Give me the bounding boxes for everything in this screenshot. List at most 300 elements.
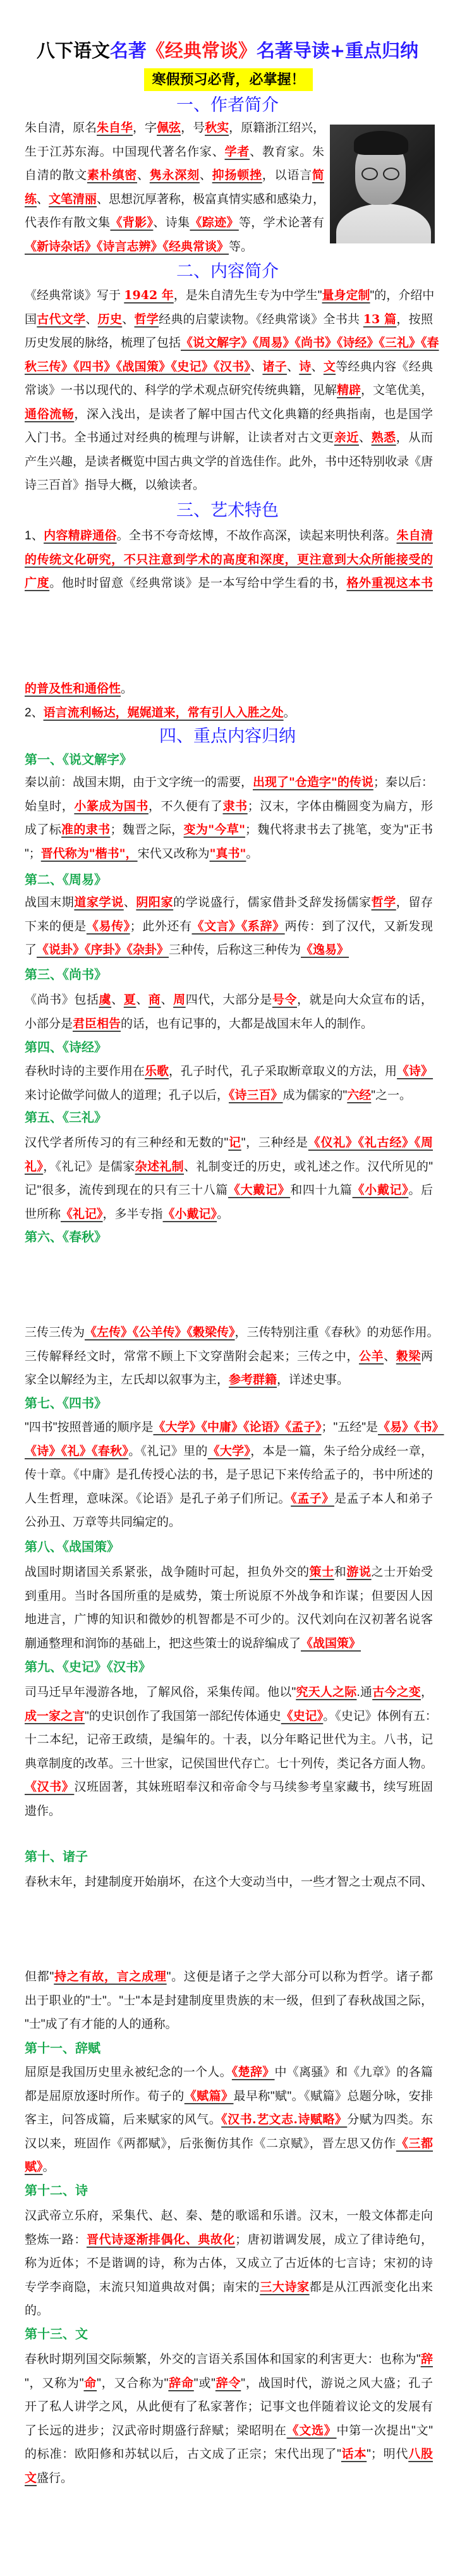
body-text: 了 [25, 943, 37, 957]
photo-glasses-left [361, 168, 378, 180]
key-point: 持之有故，言之成理 [54, 1970, 167, 1984]
text-line [25, 164, 324, 188]
body-text: 记"很多，流传到现在的只有三十八篇 [25, 1184, 228, 1198]
body-text: ，就是向大众宣布的话， [297, 993, 433, 1007]
key-point: 简 [312, 168, 324, 183]
body-text: 整炼一路： [25, 2233, 87, 2247]
text-line [25, 1705, 437, 1729]
highlight-banner: 寒假预习必背，必掌握！ [144, 68, 313, 91]
key-point: 虞 [99, 993, 112, 1007]
key-point: 隶书 [222, 799, 248, 813]
key-point: 《小戴记》 [162, 1206, 217, 1221]
key-point: 小篆成为国书 [74, 799, 149, 813]
key-point: 《仪礼》《礼古经》《周 [308, 1136, 433, 1150]
page-title [0, 38, 455, 63]
body-text: 盛行。 [37, 2471, 73, 2485]
body-text: ， [420, 1686, 433, 1700]
key-point: 《孟子》 [291, 1491, 334, 1506]
body-text: 。全书不夸奇炫博，不故作高深，读起来明快利落。 [116, 529, 397, 543]
key-point: 君臣相告 [73, 1016, 121, 1031]
body-text: 、 [136, 993, 149, 1007]
text-line [25, 771, 433, 795]
photo-shirt [336, 204, 431, 243]
text-line [25, 1203, 433, 1227]
paragraph [25, 1965, 433, 2037]
text-line [25, 677, 433, 701]
body-text: 宋代又改称为 [137, 847, 210, 861]
subsection-heading: 第一、《说文解字》 [25, 752, 132, 768]
key-point: 商 [148, 993, 161, 1007]
body-text: 公孙丑、万章等共同编定的。 [25, 1516, 181, 1530]
paragraph [25, 1321, 439, 1392]
text-line [25, 1608, 433, 1632]
key-point: 秋三传》《四书》《战国策》《史记》《汉书》 [25, 359, 251, 374]
key-point: 文 [25, 2470, 37, 2485]
text-line [25, 116, 324, 140]
text-line [25, 2252, 433, 2276]
key-point: 辞命 [168, 2376, 194, 2390]
body-text: 称为近体；不是谐调的诗，称为古体，又成立了古近体的七言诗；宋初的诗 [25, 2257, 433, 2271]
text-line [25, 1776, 433, 1800]
text-line [25, 2299, 433, 2323]
subsection-heading: 第十二、诗 [25, 2183, 88, 2199]
key-point: 《汉书》 [25, 1780, 75, 1794]
body-text: 、思想沉厚著称，极富真情实感和感染力， [97, 192, 325, 206]
key-point: 内容精辟通俗 [44, 529, 117, 543]
key-point: 《汉书.艺文志.诗赋略》 [221, 2113, 348, 2127]
body-text: ；汉末，字体由椭圆变为扁方，形 [247, 799, 433, 813]
text-line [25, 1632, 433, 1656]
key-point: 公羊 [358, 1349, 384, 1363]
paragraph [25, 2061, 433, 2180]
body-text: 都是从江西派变化出来 [309, 2280, 433, 2294]
key-point: 游说 [346, 1565, 372, 1579]
text-line [25, 331, 439, 355]
text-line [25, 308, 433, 332]
text-line [25, 1463, 433, 1487]
key-point: 《易》《书》 [378, 1420, 444, 1435]
text-line [25, 915, 433, 939]
body-text: 、诗集 [153, 216, 190, 230]
body-text: 、 [384, 1349, 396, 1363]
section-heading: 一、作者简介 [176, 95, 279, 115]
body-text: ，深入浅出，是读者了解中国古代文化典籍的经典指南，也是国学 [74, 407, 433, 421]
body-text: 入门书。全书通过对经典的梳理与讲解，让读者对古文更 [25, 431, 334, 445]
key-point: 杂述礼制 [135, 1159, 185, 1174]
body-text: ，本是一篇，朱子给分成经一章， [250, 1444, 433, 1458]
key-point: 《楚辞》 [231, 2065, 275, 2080]
key-point: 练 [25, 192, 37, 206]
text-line [25, 1585, 433, 1609]
text-line [25, 450, 433, 474]
subsection-heading: 第二、《周易》 [25, 872, 107, 888]
body-text: 的学说盛行，儒家借卦爻辞发扬儒家 [173, 896, 372, 910]
key-point: 八股 [408, 2447, 433, 2462]
text-line [25, 1155, 433, 1179]
paragraph [25, 891, 433, 962]
body-text: 等，学术论著有 [238, 216, 324, 230]
body-text: 成了标 [25, 823, 62, 837]
key-point: 《说文解字》《周易》《尚书》《诗经》《三礼》《春 [181, 336, 439, 350]
body-text: 小部分是 [25, 1017, 73, 1031]
text-line [25, 1487, 433, 1511]
body-text: 战国时期诸国关系紧张，战争随时可起，担负外交的 [25, 1566, 310, 1579]
key-point: 亲近 [334, 431, 359, 445]
key-point: 《赋篇》 [184, 2088, 234, 2103]
text-line [25, 188, 324, 212]
body-text: "，战国时代，游说之风大盛；孔子 [241, 2376, 433, 2390]
key-point: 的传统文化研究，不只注意到学术的高度和深度，更注意到大众所能接受的 [25, 552, 433, 567]
key-point: 诗 [299, 359, 312, 374]
text-line [25, 211, 324, 235]
text-line [25, 1131, 433, 1155]
subsection-heading: 第十三、文 [25, 2326, 88, 2342]
subsection-heading: 第八、《战国策》 [25, 1539, 119, 1555]
body-text: 两传：到了汉代，又新发现 [284, 919, 433, 933]
body-text: 代表作有散文集 [25, 216, 111, 230]
text-line [25, 355, 433, 379]
body-text: ，不久便有了 [148, 799, 223, 813]
body-text: 四代，大部分是 [185, 993, 272, 1007]
key-point: 通俗流畅 [25, 407, 75, 421]
key-point: 辞 [420, 2352, 433, 2367]
body-text: "四书"按照普通的顺序是 [25, 1421, 154, 1435]
key-point: 阴阳家 [136, 895, 174, 910]
body-text: 《经典常谈》写于 [25, 289, 124, 303]
body-text: 传十章。《中庸》是孔传授心法的书，是子思记下来传给孟子的，书中所述的 [25, 1468, 433, 1482]
body-text: 最早称"赋"。《赋篇》总题分咏，安排 [233, 2089, 433, 2103]
paragraph [25, 988, 433, 1036]
paragraph [25, 1681, 437, 1823]
text-line [25, 1752, 433, 1776]
key-point: 三大诗家 [260, 2279, 310, 2294]
key-point: 的普及性和通俗性 [25, 682, 121, 696]
text-line [25, 2108, 433, 2132]
body-text: 成为儒家的" [282, 1088, 348, 1102]
key-point: 语言流利畅达，娓娓道来，常有引人入胜之处 [43, 706, 284, 720]
subsection-heading: 第九、《史记》《汉书》 [25, 1659, 151, 1675]
paragraph [25, 1131, 433, 1226]
body-text: "士"成了有才能的人的通称。 [25, 2018, 178, 2032]
key-point: 辞令 [215, 2376, 241, 2390]
subsection-heading: 第七、《四书》 [25, 1395, 107, 1411]
body-text: ；秦以后： [373, 776, 434, 790]
key-point: 《大学》 [207, 1444, 251, 1458]
body-text: 、 [37, 192, 49, 206]
key-point: 素朴缜密 [87, 168, 137, 183]
body-text: 。《礼记》里的 [128, 1444, 208, 1458]
key-point: 学者 [224, 144, 250, 159]
body-text: 地进言，广博的知识和微妙的机智都是不可少的。汉代刘向在汉初著名说客 [25, 1613, 433, 1627]
text-line [25, 891, 433, 915]
body-text: ，原籍浙江绍兴， [229, 121, 325, 135]
text-line [25, 988, 433, 1012]
photo-hair [354, 131, 408, 155]
body-text: 经典的启蒙读物。《经典常谈》全书共 [159, 312, 363, 326]
subsection-heading: 第五、《三礼》 [25, 1110, 107, 1125]
section-heading: 三、艺术特色 [176, 501, 279, 520]
key-point: 六经 [347, 1088, 372, 1102]
key-point: 成一家之言 [25, 1708, 85, 1723]
text-line [25, 1681, 433, 1705]
body-text: 、 [122, 312, 135, 326]
key-point: 《说卦》《序卦》《杂卦》 [37, 943, 169, 957]
body-text: ，以语言 [262, 169, 312, 183]
text-line [25, 1561, 433, 1585]
paragraph [25, 1561, 433, 1655]
body-text: ，按照 [396, 312, 433, 326]
body-text: ，《礼记》是儒家 [43, 1160, 135, 1174]
text-line [25, 2443, 433, 2467]
key-point: 《诗三百》 [229, 1088, 283, 1102]
text-line [25, 1368, 433, 1392]
body-text: 的标准：欧阳修和苏轼以后，古文成了正宗；宋代出现了" [25, 2448, 341, 2462]
body-text: 到重用。当时各国所重的是威势，策士所说原不外战争和诈谋；但要因人因 [25, 1589, 433, 1603]
paragraph [25, 116, 324, 259]
subsection-heading: 第十、诸子 [25, 1849, 88, 1865]
text-line [25, 2132, 433, 2156]
subsection-heading: 第三、《尚书》 [25, 967, 107, 983]
body-text: 屈原是我国历史里永被纪念的一个人。 [25, 2066, 232, 2080]
body-text: 三种传，后称这三种传为 [169, 943, 301, 957]
key-point: 夏 [123, 993, 136, 1007]
body-text: 都是屈原放逐时所作。荀子的 [25, 2089, 185, 2103]
body-text: 产生兴趣，是读者概览中国古典文学的首选佳作。此外，书中还特别收录《唐 [25, 455, 434, 469]
body-text: 。 [217, 1207, 229, 1221]
title-grade: 八下语文 [36, 40, 110, 61]
body-text: 常谈》一书以现代的、科学的学术观点研究传统典籍，见解 [25, 384, 337, 398]
key-point: 《小戴记》 [352, 1183, 409, 1198]
text-line [25, 572, 433, 596]
body-text: 汉以来，班固作《两都赋》，后张衡仿其作《二京赋》，晋左思又仿作 [25, 2137, 396, 2150]
key-point: 《三都 [396, 2136, 433, 2150]
body-text: 国 [25, 312, 37, 326]
body-text: "之一。 [371, 1088, 412, 1102]
body-text: 典章制度的改革。三十世家，记侯国世代存亡。七十列传，类记各方面人物。 [25, 1757, 434, 1770]
body-text: 是孟子本人和弟子 [334, 1492, 433, 1506]
key-point: 《大学》《中庸》《论语》《孟子》 [153, 1420, 322, 1435]
body-text: 。 [121, 682, 133, 696]
body-text: 2、 [25, 706, 44, 720]
key-point: 《逸易》 [301, 943, 349, 957]
body-text: 。 [42, 2161, 55, 2174]
text-line [25, 1416, 444, 1440]
body-text: ，详述史事。 [277, 1373, 349, 1387]
paragraph [25, 284, 439, 498]
key-point: 隽永深刻 [149, 168, 200, 183]
body-text: ，是朱自清先生专为中学生" [173, 289, 322, 303]
body-text: 遗作。 [25, 1804, 61, 1818]
body-text: "或" [193, 2376, 215, 2390]
body-text: 秦以前：战国末期，由于文字统一的需要， [25, 776, 253, 790]
title-classic-label: 名著 [109, 40, 147, 61]
key-point: 记 [228, 1136, 241, 1150]
text-line [25, 2348, 433, 2372]
body-text: 汉武帝立乐府，采集代、赵、秦、楚的歌谣和乐谱。汉末，一般文体都走向 [25, 2209, 433, 2223]
key-point: 《礼记》 [61, 1206, 103, 1221]
title-book-name: 《经典常谈》 [146, 40, 257, 61]
body-text: ；唐初谐调发展，成立了律诗绝句， [235, 2233, 433, 2247]
body-text: 分赋为四类。东 [347, 2113, 433, 2127]
paragraph [25, 701, 433, 725]
body-text: "，三种经是 [241, 1136, 308, 1150]
body-text: 客主，问答成篇，后来赋家的风气。 [25, 2113, 222, 2127]
text-line [25, 2013, 433, 2037]
body-text: ，孔子时代，孔子采取断章取义的方法，用 [169, 1065, 397, 1079]
body-text: 《尚书》包括 [25, 993, 99, 1007]
body-text: 生于江苏东海。中国现代著名作家、 [25, 145, 225, 159]
body-text: 春秋时诗的主要作用在 [25, 1065, 145, 1079]
key-point: 赋》 [25, 2160, 43, 2174]
title-subtitle: 名著导读+重点归纳 [256, 40, 419, 61]
body-text: 始皇时， [25, 799, 75, 813]
text-line [25, 1060, 433, 1084]
body-text: 1、 [25, 529, 44, 543]
body-text: 、 [199, 169, 212, 183]
body-text: 之士开始受 [371, 1566, 433, 1579]
key-point: 《踪迹》 [190, 216, 239, 230]
body-text: 世所称 [25, 1207, 61, 1221]
body-text: 自清的散文 [25, 169, 87, 183]
body-text: 朱自清，原名 [25, 121, 97, 135]
key-point: 准的隶书 [61, 823, 111, 837]
paragraph [25, 1870, 433, 1894]
body-text: 历史发展的脉络，梳理了包括 [25, 336, 181, 350]
text-line [25, 2085, 433, 2109]
body-text: "，又称为" [25, 2376, 84, 2390]
text-line [25, 1179, 433, 1203]
body-text: "；明代 [367, 2448, 409, 2462]
body-text: 。 [283, 706, 296, 720]
body-text: 下来的便是 [25, 919, 87, 933]
body-text: 、 [123, 896, 136, 910]
body-text: "； [25, 847, 41, 861]
photo-glasses-right [383, 168, 399, 180]
key-point: 《背影》 [110, 216, 154, 230]
text-line [25, 548, 433, 572]
key-point: 《诗》 [397, 1064, 434, 1079]
key-point: 《诗》《礼》《春秋》 [25, 1444, 129, 1458]
key-point: 变为"今草" [183, 823, 246, 837]
key-point: 哲学 [371, 895, 396, 910]
key-point: 参考群籍 [229, 1373, 277, 1387]
text-line [25, 1989, 433, 2013]
body-text: ，号 [181, 121, 205, 135]
text-line [25, 2204, 433, 2228]
key-point: 《文言》《系辞》 [191, 919, 285, 933]
text-line [25, 2467, 433, 2491]
key-point: 晋代诗逐渐排偶化、典故化 [86, 2232, 236, 2247]
body-text: 。后 [408, 1184, 433, 1198]
text-line [25, 1321, 439, 1345]
key-point: 策士 [309, 1565, 334, 1579]
body-text: 。他时时留意《经典常谈》是一本写给中学生看的书， [49, 577, 347, 591]
key-point: 文 [323, 359, 336, 374]
key-point: 广度 [25, 576, 50, 591]
key-point: 文笔清丽 [49, 192, 97, 206]
key-point: 《大戴记》 [228, 1183, 291, 1198]
text-line [25, 2372, 433, 2396]
key-point: 1942 年 [124, 288, 174, 303]
body-text: 、 [250, 360, 263, 374]
body-text: 中《离骚》和《九章》的各篇 [274, 2066, 433, 2080]
text-line [25, 2395, 433, 2419]
key-point: 号令 [272, 993, 297, 1007]
key-point: 礼》 [25, 1159, 44, 1174]
body-text: .通 [356, 1686, 373, 1700]
body-text: "。这便是诸子之学大部分可以称为哲学。诸子都 [166, 1970, 433, 1984]
body-text: 等经典内容《经典 [336, 360, 433, 374]
body-text: 中第一次提出"文" [336, 2424, 433, 2438]
author-photo [330, 125, 435, 243]
paragraph [25, 771, 433, 866]
body-text: 汉班固著，其妹班昭奉汉和帝命令与马续参考皇家藏书，续写班固 [74, 1781, 433, 1794]
key-point: 《易传》 [86, 919, 130, 933]
body-text: 出于职业的"士"。"士"本是封建制度里贵族的末一级，但到了春秋战国之际， [25, 1994, 433, 2008]
body-text: 专学李商隐，末流只知道典故对偶；南宋的 [25, 2280, 260, 2294]
text-line [25, 403, 433, 427]
text-line [25, 235, 324, 259]
body-text: ，文笔优美， [361, 384, 434, 398]
body-text: "的史识创作了我国第一部纪传体通史 [85, 1709, 281, 1723]
body-text: 、 [85, 312, 98, 326]
paragraph [25, 2348, 433, 2490]
body-text: 家全以解经为主，左氏却以叙事为主， [25, 1373, 229, 1387]
text-line [25, 795, 433, 819]
text-line [25, 2156, 433, 2180]
text-line [25, 1440, 433, 1464]
key-point: 朱自清 [396, 529, 433, 543]
text-line [25, 379, 433, 403]
key-point: 乐歌 [145, 1064, 169, 1079]
key-point: 熟悉 [371, 431, 396, 445]
key-point: 话本 [341, 2447, 367, 2462]
text-line [25, 2276, 433, 2300]
body-text: 。 [246, 847, 258, 861]
text-line [25, 1870, 433, 1894]
key-point: 精辟 [337, 383, 361, 398]
text-line [25, 818, 433, 842]
text-line [25, 2419, 433, 2443]
text-line [25, 1728, 433, 1752]
body-text: 的。 [25, 2304, 49, 2318]
text-line [25, 701, 433, 725]
text-line [25, 842, 433, 866]
key-point: 《新诗杂话》《诗言志辨》《经典常谈》 [25, 239, 229, 254]
paragraph [25, 1060, 433, 1107]
paragraph [25, 677, 433, 701]
key-point: 历史 [97, 312, 123, 326]
body-text: 司马迁早年漫游各地，了解风俗，采集传闻。他以" [25, 1686, 296, 1700]
body-text: 两 [420, 1349, 433, 1363]
body-text: 三传三传为 [25, 1326, 85, 1340]
body-text: 、 [111, 993, 124, 1007]
text-line [25, 1511, 433, 1535]
key-point: 晋代称为"楷书"， [40, 846, 138, 861]
text-line [25, 1345, 433, 1369]
key-point: 格外重视这本书 [346, 576, 433, 591]
body-text: ；此外还有 [130, 919, 192, 933]
body-text: 和 [334, 1566, 347, 1579]
text-line [25, 1965, 433, 1989]
key-point: 古代文学 [37, 312, 86, 326]
key-point: 穀梁 [396, 1349, 421, 1363]
text-line [25, 1084, 433, 1108]
body-text: 十二本纪，记帝王政绩，是编年的。十表，以分年略记世代为主。八书，记 [25, 1733, 433, 1747]
text-line [25, 284, 433, 308]
text-line [25, 2061, 433, 2085]
key-point: 抑扬顿挫 [212, 168, 262, 183]
